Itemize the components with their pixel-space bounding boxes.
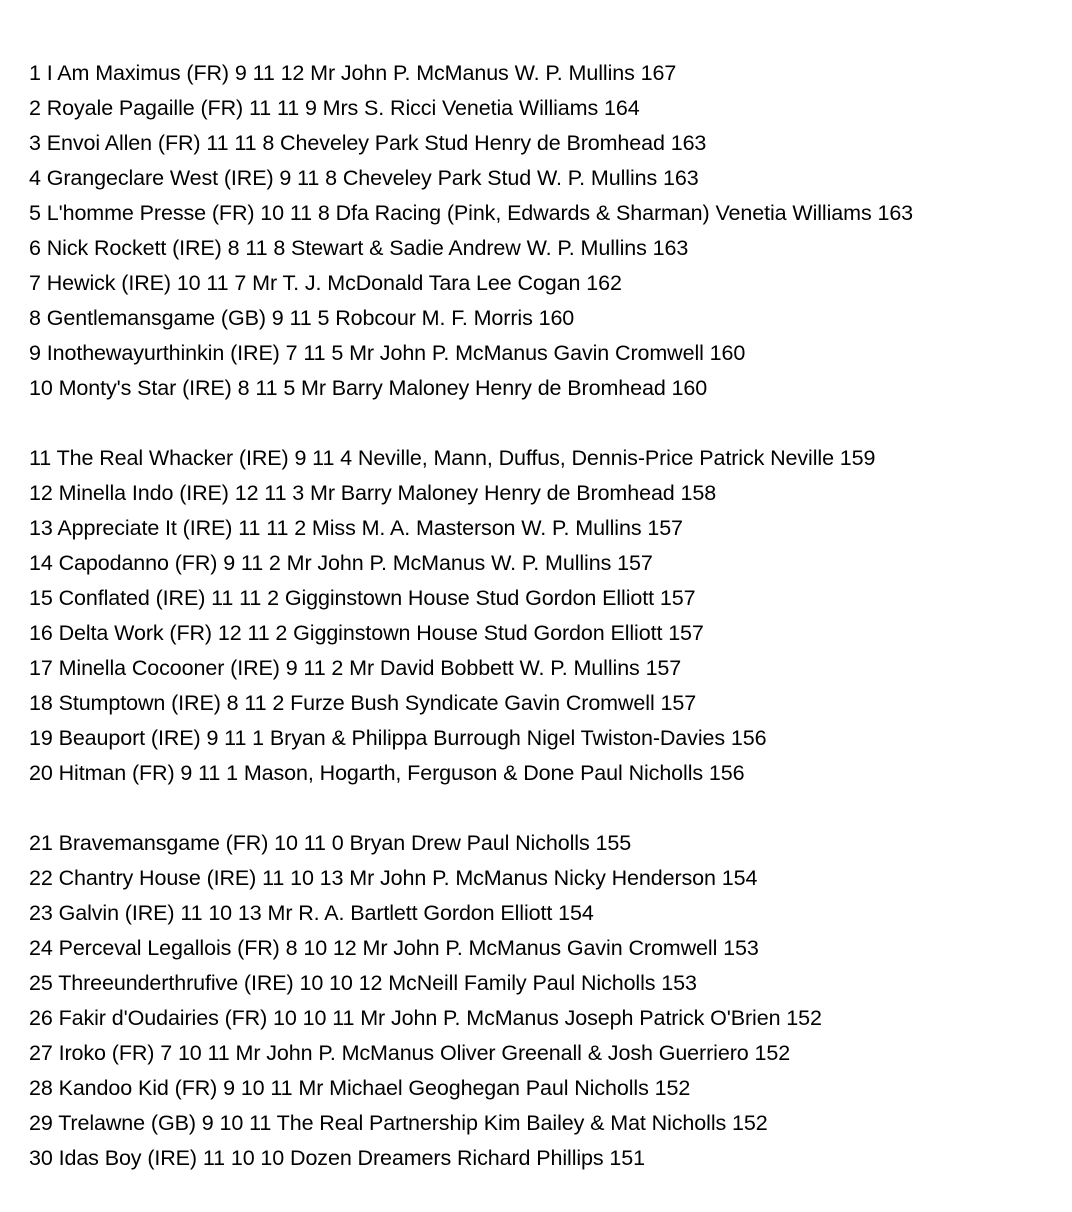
list-item: 18 Stumptown (IRE) 8 11 2 Furze Bush Syndicate Gavin Cromwell 157: [29, 691, 697, 715]
list-item: 13 Appreciate It (IRE) 11 11 2 Miss M. A. Masterson W. P. Mullins 157: [29, 516, 683, 540]
list-item: 9 Inothewayurthinkin (IRE) 7 11 5 Mr John P. McManus Gavin Cromwell 160: [29, 341, 746, 365]
list-item: 3 Envoi Allen (FR) 11 11 8 Cheveley Park Stud Henry de Bromhead 163: [29, 131, 707, 155]
list-item: 16 Delta Work (FR) 12 11 2 Gigginstown House Stud Gordon Elliott 157: [29, 621, 704, 645]
list-item: 27 Iroko (FR) 7 10 11 Mr John P. McManus Oliver Greenall & Josh Guerriero 152: [29, 1041, 791, 1065]
list-item: 24 Perceval Legallois (FR) 8 10 12 Mr John P. McManus Gavin Cromwell 153: [29, 936, 759, 960]
list-item: 11 The Real Whacker (IRE) 9 11 4 Neville, Mann, Duffus, Dennis-Price Patrick Neville 159: [29, 446, 876, 470]
list-item: 22 Chantry House (IRE) 11 10 13 Mr John P. McManus Nicky Henderson 154: [29, 866, 758, 890]
list-item: 12 Minella Indo (IRE) 12 11 3 Mr Barry Maloney Henry de Bromhead 158: [29, 481, 717, 505]
list-item: 19 Beauport (IRE) 9 11 1 Bryan & Philippa Burrough Nigel Twiston-Davies 156: [29, 726, 767, 750]
list-item: 25 Threeunderthrufive (IRE) 10 10 12 McNeill Family Paul Nicholls 153: [29, 971, 697, 995]
list-item: 21 Bravemansgame (FR) 10 11 0 Bryan Drew Paul Nicholls 155: [29, 831, 632, 855]
list-item: 14 Capodanno (FR) 9 11 2 Mr John P. McManus W. P. Mullins 157: [29, 551, 653, 575]
list-item: 10 Monty's Star (IRE) 8 11 5 Mr Barry Maloney Henry de Bromhead 160: [29, 376, 708, 400]
list-item: 23 Galvin (IRE) 11 10 13 Mr R. A. Bartlett Gordon Elliott 154: [29, 901, 594, 925]
list-item: 29 Trelawne (GB) 9 10 11 The Real Partnership Kim Bailey & Mat Nicholls 152: [29, 1111, 768, 1135]
list-item: 7 Hewick (IRE) 10 11 7 Mr T. J. McDonald Tara Lee Cogan 162: [29, 271, 622, 295]
list-item: 8 Gentlemansgame (GB) 9 11 5 Robcour M. F. Morris 160: [29, 306, 575, 330]
entry-group-3: [0, 826, 1072, 1176]
entry-group-2: [0, 441, 1072, 791]
list-item: 2 Royale Pagaille (FR) 11 11 9 Mrs S. Ricci Venetia Williams 164: [29, 96, 640, 120]
list-item: 4 Grangeclare West (IRE) 9 11 8 Cheveley Park Stud W. P. Mullins 163: [29, 166, 699, 190]
list-item: 15 Conflated (IRE) 11 11 2 Gigginstown House Stud Gordon Elliott 157: [29, 586, 696, 610]
list-item: 28 Kandoo Kid (FR) 9 10 11 Mr Michael Geoghegan Paul Nicholls 152: [29, 1076, 691, 1100]
list-item: 26 Fakir d'Oudairies (FR) 10 10 11 Mr John P. McManus Joseph Patrick O'Brien 152: [29, 1006, 822, 1030]
list-item: 5 L'homme Presse (FR) 10 11 8 Dfa Racing (Pink, Edwards & Sharman) Venetia Williams 163: [29, 201, 914, 225]
list-item: 20 Hitman (FR) 9 11 1 Mason, Hogarth, Ferguson & Done Paul Nicholls 156: [29, 761, 745, 785]
entry-group-1: [0, 56, 1072, 406]
list-item: 6 Nick Rockett (IRE) 8 11 8 Stewart & Sadie Andrew W. P. Mullins 163: [29, 236, 689, 260]
list-item: 17 Minella Cocooner (IRE) 9 11 2 Mr David Bobbett W. P. Mullins 157: [29, 656, 682, 680]
list-item: 30 Idas Boy (IRE) 11 10 10 Dozen Dreamers Richard Phillips 151: [29, 1146, 646, 1170]
list-item: 1 I Am Maximus (FR) 9 11 12 Mr John P. McManus W. P. Mullins 167: [29, 61, 677, 85]
